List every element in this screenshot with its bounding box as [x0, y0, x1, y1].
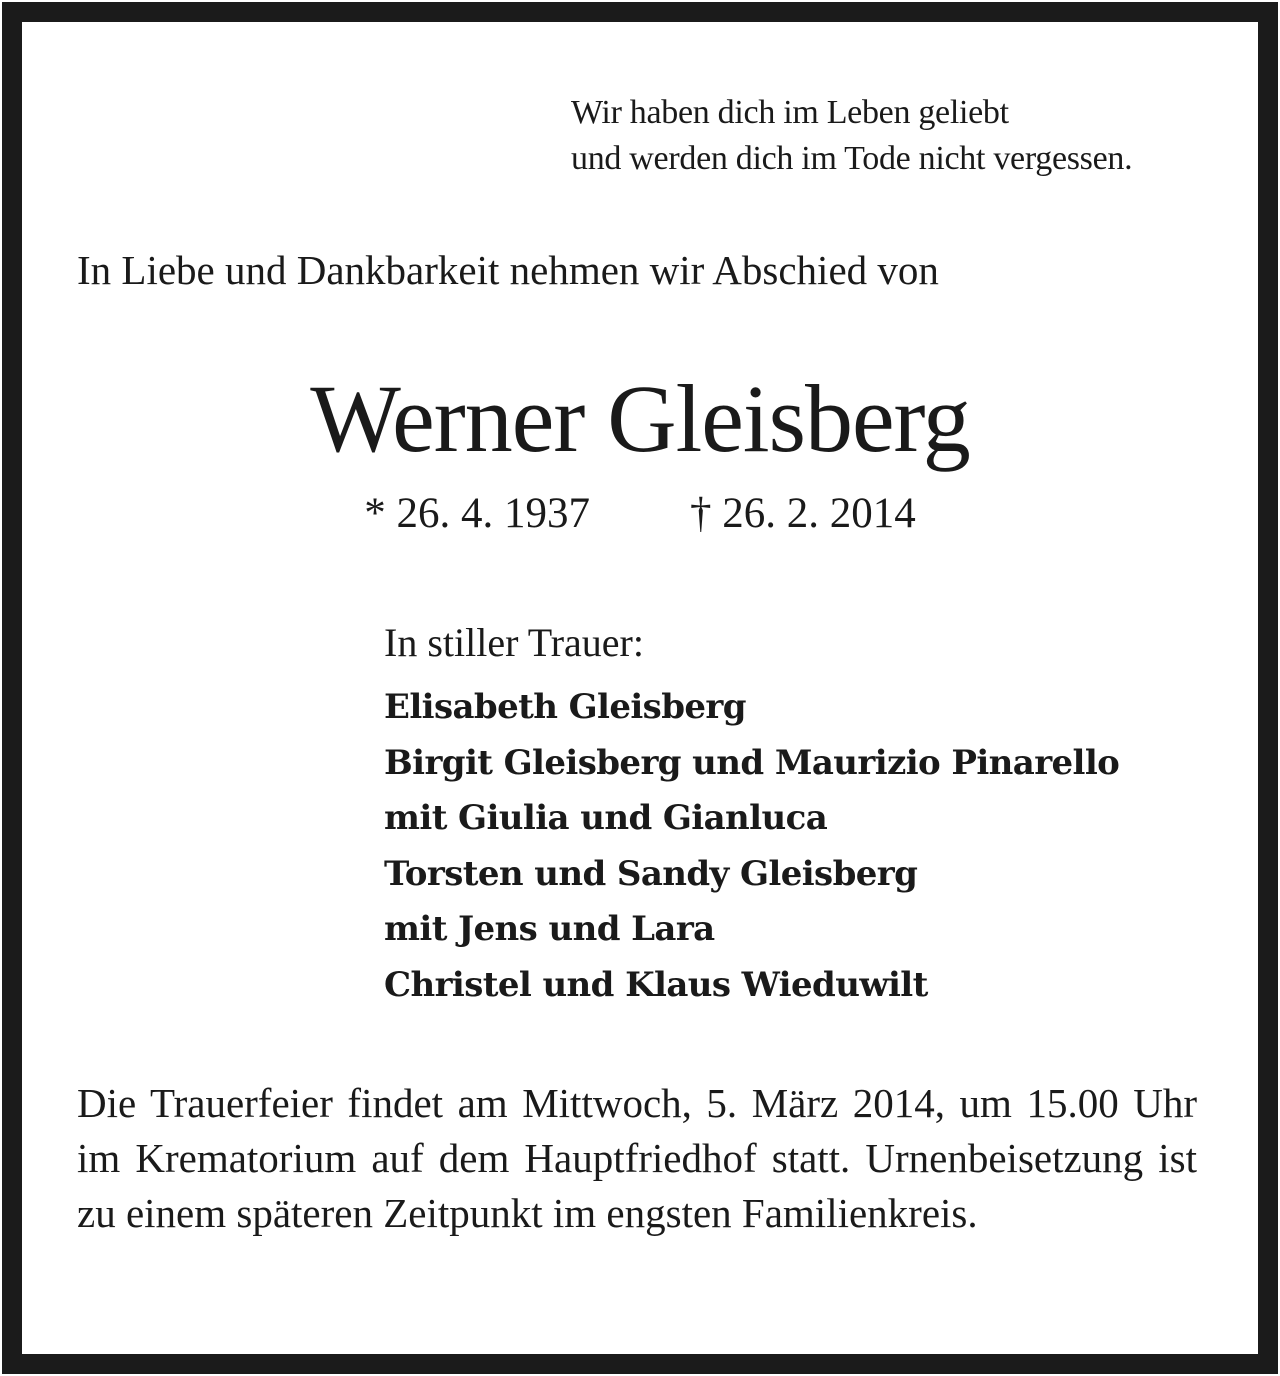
- mourner-name: mit Jens und Lara: [384, 909, 715, 950]
- ceremony-notice: Die Trauerfeier findet am Mittwoch, 5. März 2014, um 15.00 Uhr im Krematorium auf dem Hauptfriedhof statt. Urnenbeisetzung ist zu einem späteren Zeitpunkt im engsten Familienkreis.: [77, 1080, 1197, 1236]
- birth-date: * 26. 4. 1937: [364, 490, 590, 537]
- mourner-name: Elisabeth Gleisberg: [384, 687, 746, 727]
- mourners-block: [384, 616, 1244, 1014]
- mourner-name: Torsten und Sandy Gleisberg: [384, 853, 918, 894]
- mourner-name: Christel und Klaus Wieduwilt: [384, 964, 928, 1005]
- mourner-name: Birgit Gleisberg und Maurizio Pinarello: [384, 742, 1120, 783]
- mourner-name: mit Giulia und Gianluca: [384, 798, 828, 839]
- motto-line-2: und werden dich im Tode nicht vergessen.: [571, 140, 1133, 177]
- intro-text: In Liebe und Dankbarkeit nehmen wir Abschied von: [77, 247, 939, 293]
- obituary-frame: [2, 2, 1278, 1374]
- deceased-name: Werner Gleisberg: [310, 365, 970, 472]
- mourners-list: [384, 680, 1244, 1014]
- life-dates: [22, 486, 1258, 542]
- motto: [571, 90, 1211, 182]
- mourners-heading: In stiller Trauer:: [384, 620, 644, 665]
- motto-line-1: Wir haben dich im Leben geliebt: [571, 94, 1009, 131]
- death-date: † 26. 2. 2014: [690, 490, 916, 537]
